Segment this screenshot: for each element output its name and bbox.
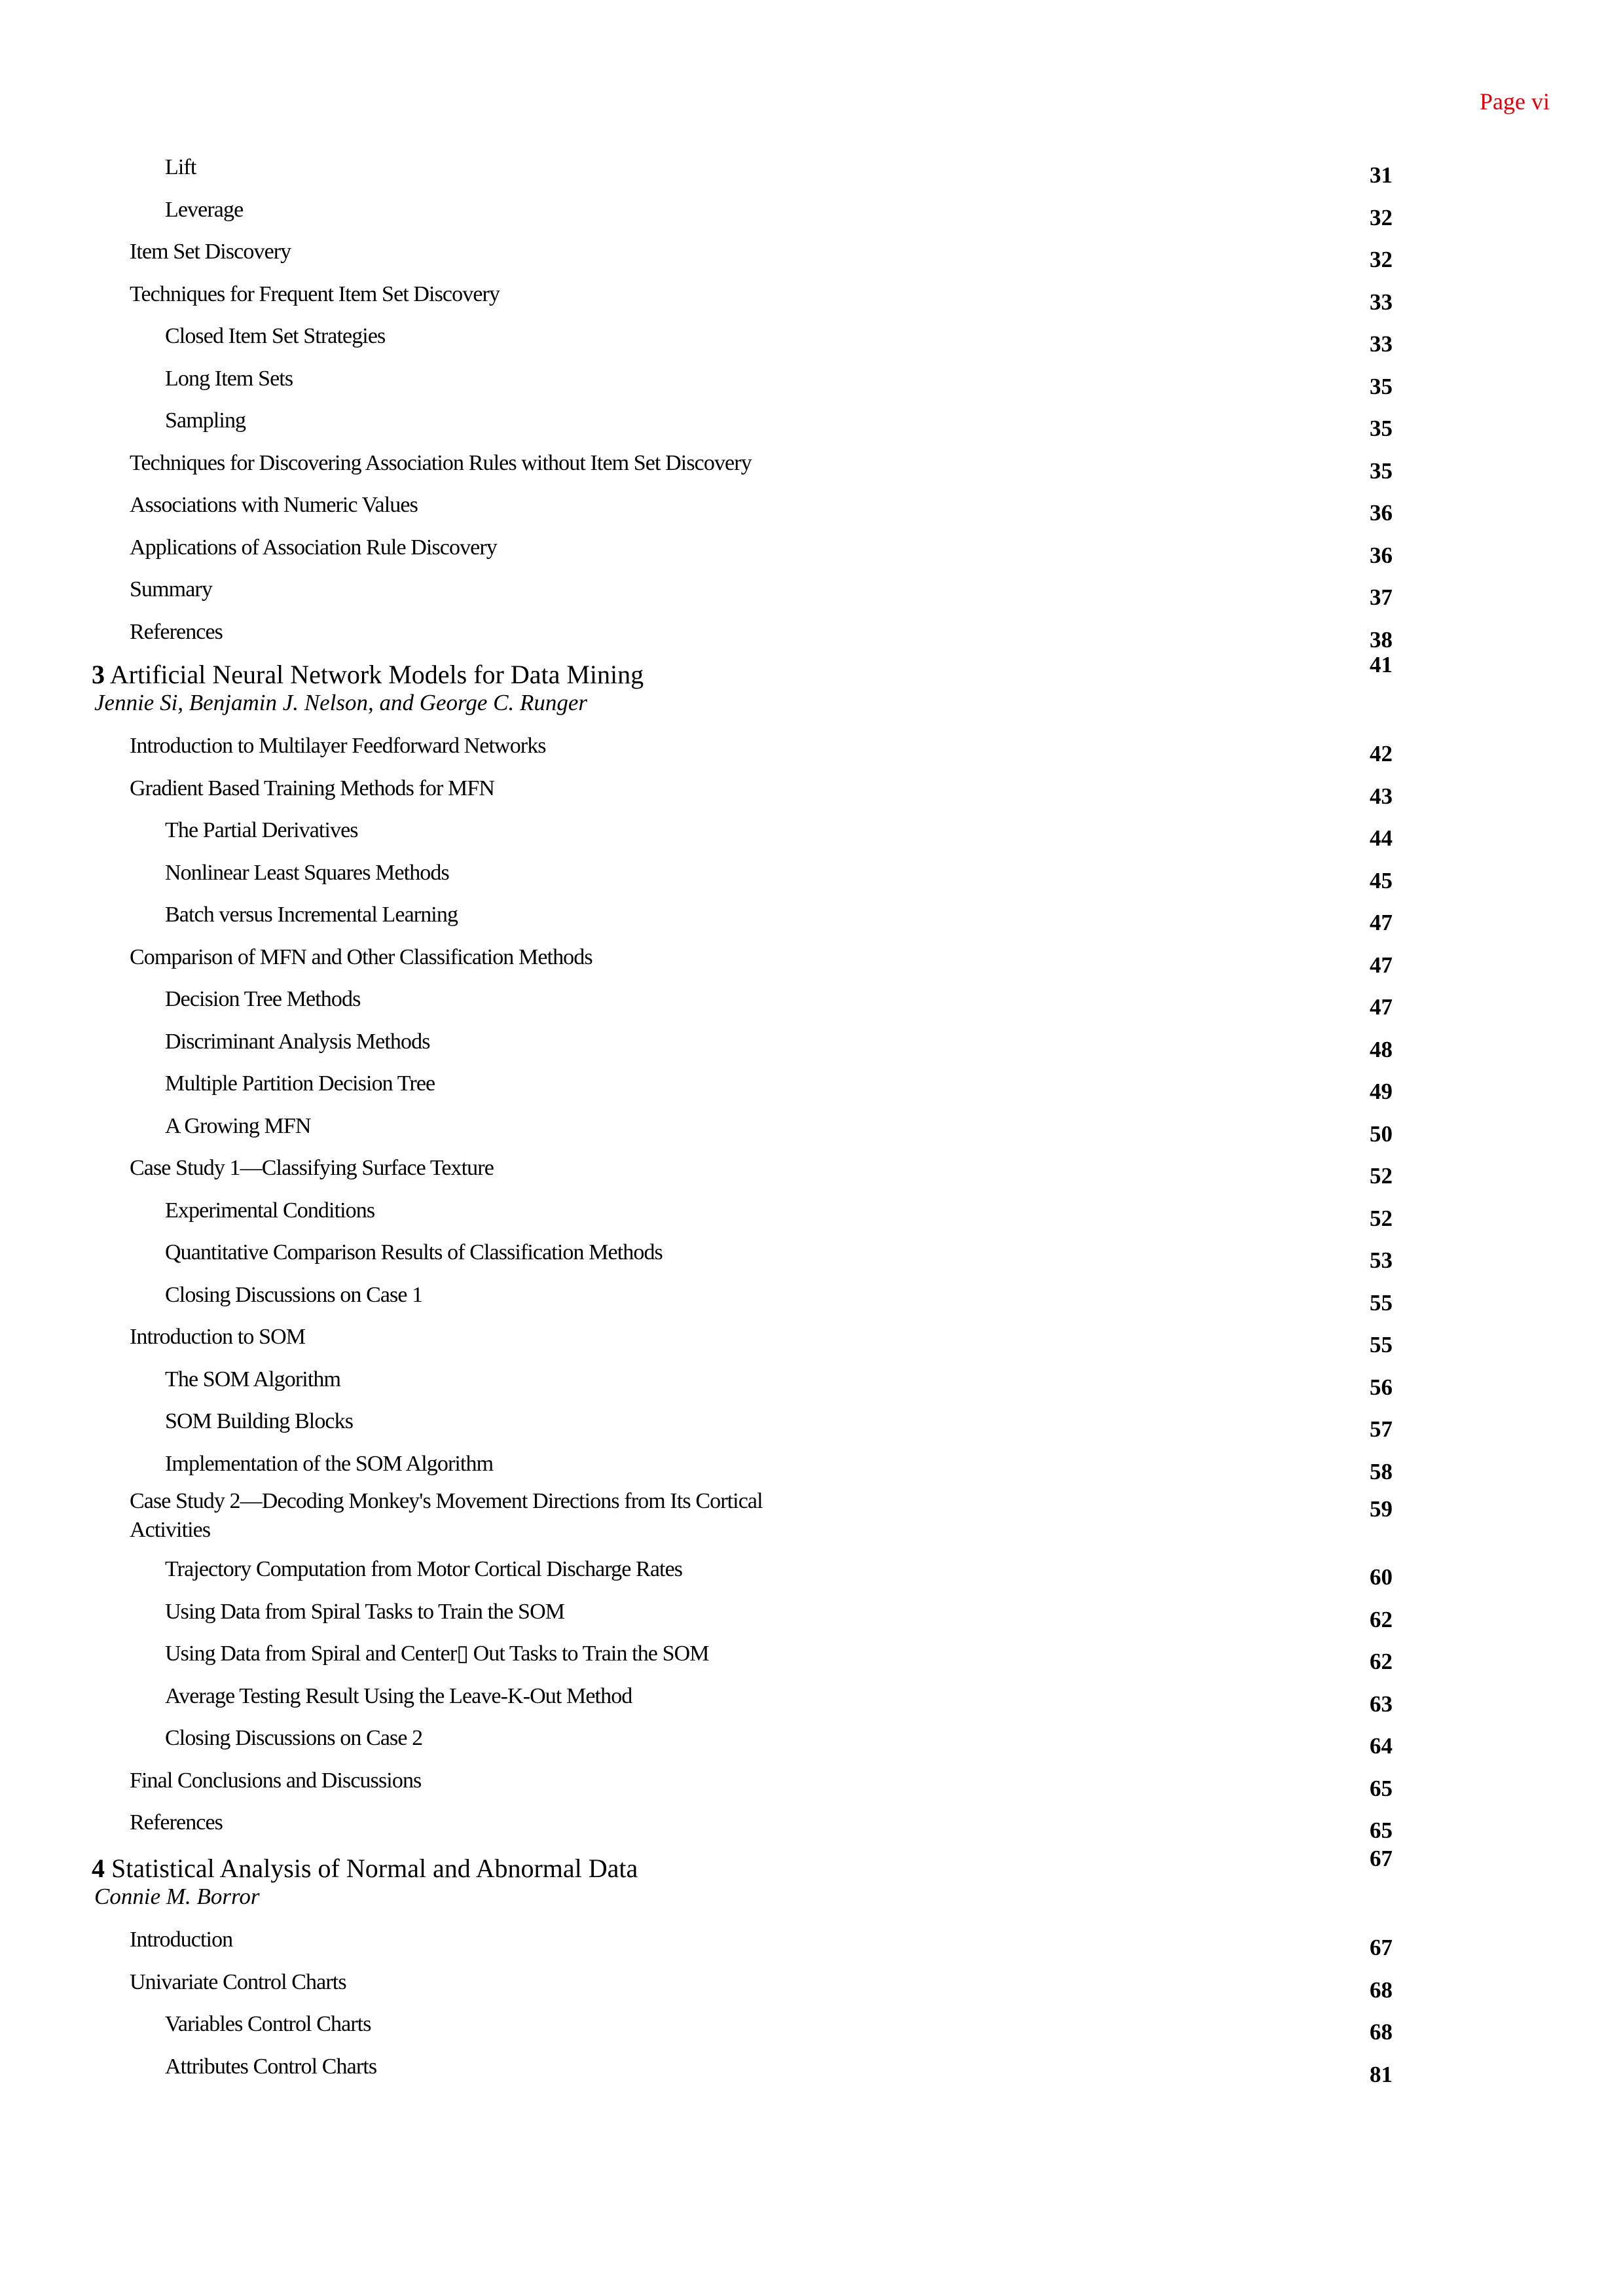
toc-entry[interactable] <box>0 1926 1623 1958</box>
toc-entry[interactable] <box>0 774 1623 807</box>
toc-entry-title: The SOM Algorithm <box>165 1367 341 1391</box>
toc-entry[interactable] <box>0 2053 1623 2085</box>
toc-entry-title: Techniques for Discovering Association Rules without Item Set Discovery <box>130 450 752 475</box>
toc-entry-title: Multiple Partition Decision Tree <box>165 1071 435 1096</box>
toc-entry-page: 37 <box>1370 584 1393 610</box>
toc-entry-title: Lift <box>165 155 196 179</box>
toc-entry-title: A Growing MFN <box>165 1113 311 1138</box>
toc-entry[interactable] <box>0 1968 1623 2001</box>
chapter-4-authors: Connie M. Borror <box>94 1884 260 1909</box>
toc-entry[interactable] <box>0 1281 1623 1314</box>
toc-entry-page: 65 <box>1370 1818 1393 1843</box>
toc-entry-title: Using Data from Spiral and Center▯ Out Tasks to Train the SOM <box>165 1641 709 1666</box>
toc-entry-title: Gradient Based Training Methods for MFN <box>130 776 495 800</box>
chapter-4-title <box>92 1852 638 1885</box>
toc-entry[interactable] <box>0 732 1623 764</box>
toc-entry-title: SOM Building Blocks <box>165 1409 354 1433</box>
toc-entry-page: 52 <box>1370 1163 1393 1189</box>
toc-entry[interactable] <box>0 1028 1623 1060</box>
toc-entry[interactable] <box>0 491 1623 524</box>
toc-entry-page: 63 <box>1370 1691 1393 1717</box>
toc-entry[interactable] <box>0 1112 1623 1145</box>
toc-entry-page: 52 <box>1370 1205 1393 1231</box>
toc-entry[interactable] <box>0 1450 1623 1482</box>
toc-entry-title: Leverage <box>165 197 244 222</box>
toc-entry-title: References <box>130 619 223 644</box>
toc-entry[interactable] <box>0 153 1623 186</box>
toc-entry[interactable] <box>0 1767 1623 1799</box>
toc-entry-title: Item Set Discovery <box>130 240 291 264</box>
toc-entry-title: Case Study 2—Decoding Monkey's Movement Directions from Its Cortical Activities <box>130 1489 763 1542</box>
toc-entry[interactable] <box>0 1154 1623 1187</box>
toc-entry-page: 45 <box>1370 867 1393 893</box>
toc-entry-page: 62 <box>1370 1649 1393 1674</box>
toc-entry[interactable] <box>0 901 1623 933</box>
chapter-4-title-text: Statistical Analysis of Normal and Abnormal Data <box>111 1854 638 1883</box>
toc-entry-title: Attributes Control Charts <box>165 2054 377 2079</box>
toc-entry[interactable] <box>0 2010 1623 2043</box>
toc-entry-title: Nonlinear Least Squares Methods <box>165 860 449 885</box>
toc-entry[interactable] <box>0 1724 1623 1757</box>
toc-entry-title: Closed Item Set Strategies <box>165 324 386 348</box>
toc-entry-case-study-2[interactable] <box>0 1487 1623 1550</box>
toc-entry[interactable] <box>0 406 1623 439</box>
toc-entry-title: Associations with Numeric Values <box>130 493 418 517</box>
toc-entry[interactable] <box>0 238 1623 270</box>
toc-entry-page: 31 <box>1370 162 1393 188</box>
toc-entry-title: Introduction <box>130 1928 233 1952</box>
toc-entry-title: Univariate Control Charts <box>130 1969 346 1994</box>
toc-entry[interactable] <box>0 533 1623 566</box>
toc-entry-title: Introduction to SOM <box>130 1325 306 1349</box>
toc-entry[interactable] <box>0 1238 1623 1271</box>
toc-entry-title: Variables Control Charts <box>165 2012 371 2036</box>
toc-entry[interactable] <box>0 1640 1623 1672</box>
toc-entry-title: Summary <box>130 577 212 601</box>
toc-entry-title: Techniques for Frequent Item Set Discovery <box>130 281 500 306</box>
toc-entry-page: 55 <box>1370 1332 1393 1357</box>
toc-entry-title: Discriminant Analysis Methods <box>165 1029 430 1054</box>
toc-entry-title: Batch versus Incremental Learning <box>165 903 458 927</box>
toc-entry-page: 42 <box>1370 741 1393 766</box>
chapter-3-authors: Jennie Si, Benjamin J. Nelson, and George C. Runger <box>94 690 587 715</box>
toc-entry-title: Decision Tree Methods <box>165 987 361 1011</box>
toc-entry-page: 33 <box>1370 289 1393 315</box>
chapter-3-title-text: Artificial Neural Network Models for Data Mining <box>109 660 644 689</box>
toc-entry[interactable] <box>0 280 1623 313</box>
toc-entry-page: 47 <box>1370 910 1393 935</box>
toc-entry-page: 33 <box>1370 331 1393 357</box>
toc-entry[interactable] <box>0 449 1623 482</box>
toc-entry-page: 64 <box>1370 1733 1393 1759</box>
toc-entry-title: Using Data from Spiral Tasks to Train the SOM <box>165 1599 565 1624</box>
toc-entry[interactable] <box>0 1365 1623 1398</box>
toc-entry-page: 68 <box>1370 2019 1393 2045</box>
toc-entry-title: Average Testing Result Using the Leave-K-Out Method <box>165 1683 632 1708</box>
toc-entry-page: 47 <box>1370 952 1393 978</box>
toc-entry[interactable] <box>0 365 1623 397</box>
chapter-4-entry[interactable] <box>0 1846 1623 1931</box>
toc-entry-page: 43 <box>1370 783 1393 809</box>
toc-entry[interactable] <box>0 1555 1623 1588</box>
toc-entry-page: 50 <box>1370 1121 1393 1147</box>
toc-entry[interactable] <box>0 1682 1623 1715</box>
chapter-4-number: 4 <box>92 1854 105 1883</box>
toc-entry-title: Case Study 1—Classifying Surface Texture <box>130 1156 494 1180</box>
toc-entry[interactable] <box>0 943 1623 976</box>
page-label: Page vi <box>1480 88 1550 115</box>
chapter-3-number: 3 <box>92 660 105 689</box>
toc-entry-title: Introduction to Multilayer Feedforward Networks <box>130 734 546 758</box>
toc-entry-page: 44 <box>1370 825 1393 851</box>
toc-entry-page: 67 <box>1370 1935 1393 1960</box>
toc-entry-page: 57 <box>1370 1416 1393 1442</box>
toc-entry[interactable] <box>0 1323 1623 1355</box>
toc-entry-title: Closing Discussions on Case 1 <box>165 1282 423 1307</box>
toc-entry-page: 35 <box>1370 457 1393 484</box>
chapter-3-title <box>92 658 644 691</box>
chapter-3-entry[interactable] <box>0 652 1623 737</box>
toc-entry[interactable] <box>0 196 1623 228</box>
toc-entry-page: 55 <box>1370 1289 1393 1316</box>
toc-entry-page: 68 <box>1370 1977 1393 2003</box>
toc-entry-title: Experimental Conditions <box>165 1198 375 1223</box>
toc-entry-title: Applications of Association Rule Discovery <box>130 535 497 560</box>
toc-entry[interactable] <box>0 1407 1623 1440</box>
chapter-3-page: 41 <box>1370 652 1393 677</box>
toc-entry[interactable] <box>0 322 1623 355</box>
toc-entry-page: 60 <box>1370 1564 1393 1590</box>
toc-entry-page: 65 <box>1370 1775 1393 1801</box>
toc-entry[interactable] <box>0 1598 1623 1630</box>
toc-entry[interactable] <box>0 1808 1623 1841</box>
toc-entry-title: Implementation of the SOM Algorithm <box>165 1451 494 1476</box>
toc-entry-page: 38 <box>1370 626 1393 653</box>
toc-entry-title: Sampling <box>165 408 246 433</box>
toc-entry-title: References <box>130 1810 223 1835</box>
toc-entry-title: Quantitative Comparison Results of Classification Methods <box>165 1240 663 1265</box>
toc-entry-page: 35 <box>1370 373 1393 399</box>
toc-entry[interactable] <box>0 1196 1623 1229</box>
toc-entry-title: Final Conclusions and Discussions <box>130 1768 422 1793</box>
toc-entry-page: 36 <box>1370 542 1393 568</box>
toc-entry-title: The Partial Derivatives <box>165 818 358 842</box>
toc-entry[interactable] <box>0 816 1623 849</box>
toc-entry-title: Closing Discussions on Case 2 <box>165 1726 423 1750</box>
toc-entry[interactable] <box>0 575 1623 608</box>
toc-entry-title: Long Item Sets <box>165 366 293 391</box>
toc-entry-page: 62 <box>1370 1606 1393 1632</box>
toc-entry-page: 49 <box>1370 1079 1393 1104</box>
toc-entry[interactable] <box>0 859 1623 891</box>
toc-entry-page: 36 <box>1370 500 1393 526</box>
toc-entry-page: 35 <box>1370 416 1393 441</box>
toc-entry[interactable] <box>0 618 1623 651</box>
toc-entry[interactable] <box>0 1069 1623 1102</box>
toc-entry-title: Comparison of MFN and Other Classification Methods <box>130 944 593 969</box>
toc-entry-page: 56 <box>1370 1374 1393 1400</box>
toc-entry-page: 32 <box>1370 247 1393 272</box>
toc-entry[interactable] <box>0 985 1623 1018</box>
toc-entry-page: 81 <box>1370 2061 1393 2087</box>
toc-entry-page: 58 <box>1370 1458 1393 1484</box>
toc-entry-page: 48 <box>1370 1036 1393 1062</box>
toc-entry-page: 59 <box>1370 1496 1393 1522</box>
toc-entry-page: 32 <box>1370 204 1393 230</box>
toc-entry-page: 47 <box>1370 994 1393 1020</box>
toc-entry-page: 53 <box>1370 1247 1393 1273</box>
chapter-4-page: 67 <box>1370 1846 1393 1871</box>
toc-entry-title: Trajectory Computation from Motor Cortical Discharge Rates <box>165 1557 683 1581</box>
